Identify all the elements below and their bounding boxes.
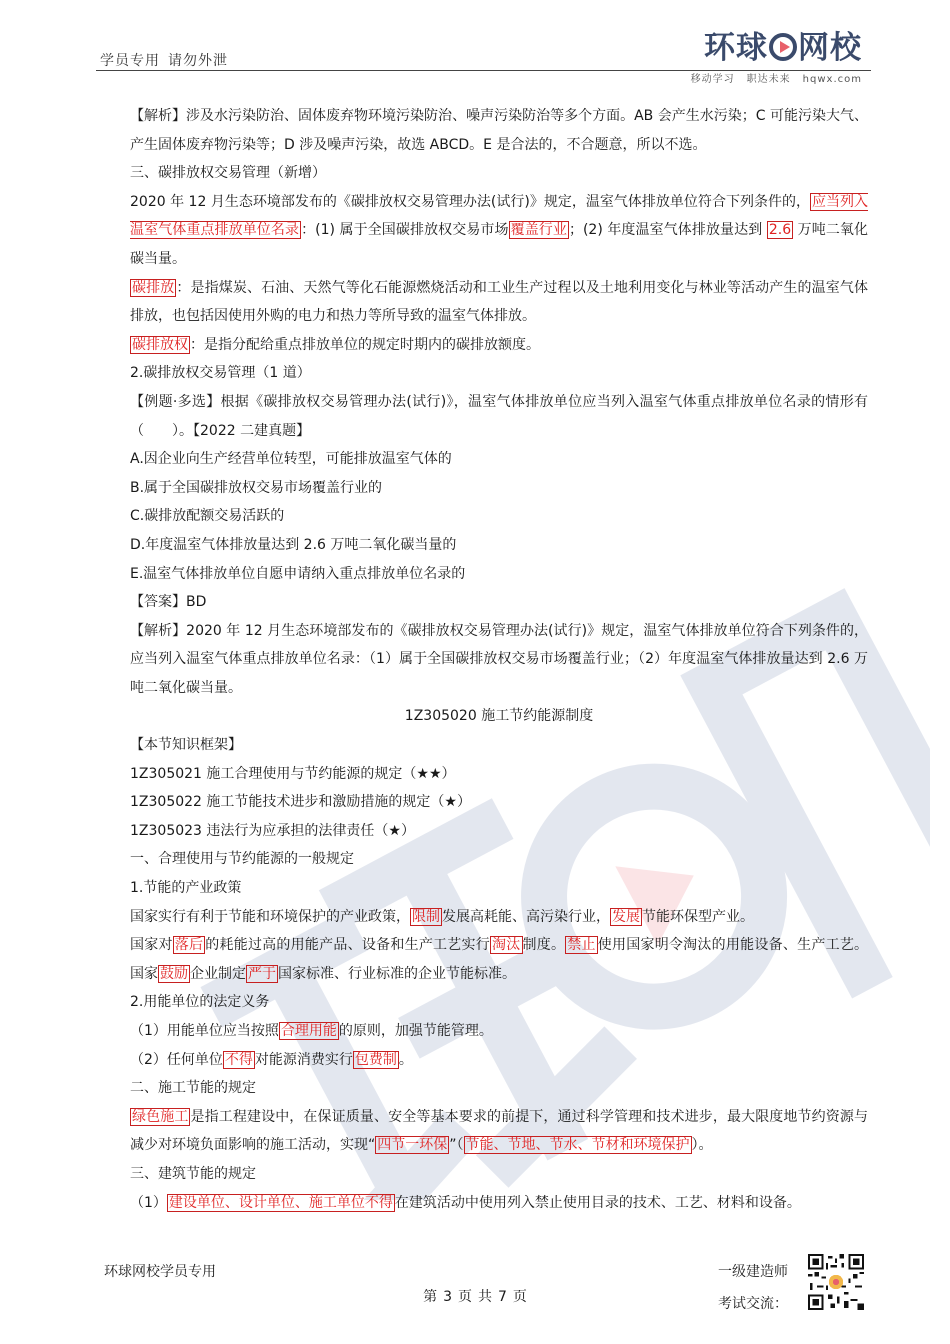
text-span: 国家标准、行业标准的企业节能标准。	[278, 965, 516, 982]
framework-item: 1Z305021 施工合理使用与节约能源的规定（★★）	[130, 765, 456, 782]
subheading-industry-policy: 1.节能的产业政策	[130, 880, 242, 897]
paragraph-green-construction	[130, 1103, 868, 1160]
paragraph-carbon-emission-definition	[130, 274, 868, 331]
text-span: 的原则，加强节能管理。	[338, 1023, 493, 1039]
keyword-prohibit: 禁止	[567, 937, 596, 954]
page-total: 7	[498, 1289, 507, 1305]
header-no-leak: 请勿外泄	[168, 53, 228, 69]
keyword-flat-fee: 包费制	[354, 1051, 397, 1068]
logo-slogan-1: 移动学习	[690, 74, 735, 85]
paragraph-industry-policy	[130, 903, 868, 932]
analysis: 【解析】2020 年 12 月生态环境部发布的《碳排放权交易管理办法(试行)》规定，温室气体排放单位符合下列条件的，应当列入温室气体重点排放单位名录：（1）属于全国碳排放权交易市场覆盖行业；（2）年度温室气体排放量达到 2.6 万吨二氧化碳当量。	[130, 622, 868, 696]
text-span: 是指工程建设中，在保证质量、安全等基本要求的前提下，通过科学管理和技术进步，最大限度地节约资源与减少对环境负面影响的施工活动，实现“	[130, 1108, 869, 1154]
question-stem: 【例题·多选】根据《碳排放权交易管理办法(试行)》，温室气体排放单位应当列入温室气体重点排放单位名录的情形有（ ）。【2022 二建真题】	[130, 393, 868, 439]
keyword-list-in-directory: 应当列入温室气体重点排放单位名录	[130, 193, 869, 239]
logo-slogan	[691, 70, 862, 85]
paragraph-building-prohibit	[130, 1189, 868, 1218]
subheading-carbon-trading: 2.碳排放权交易管理（1 道）	[130, 365, 311, 382]
keyword-covered-industry: 覆盖行业	[510, 222, 567, 239]
text-span: 万吨二氧化碳当量。	[130, 222, 869, 267]
text-span: （1）	[130, 1194, 167, 1211]
heading-carbon-trading: 三、碳排放权交易管理（新增）	[130, 165, 326, 182]
text-span: 国家实行有利于节能和环境保护的产业政策，	[130, 908, 410, 925]
framework-item: 1Z305022 施工节能技术进步和激励措施的规定（★）	[130, 794, 471, 811]
footer-exam-exchange: 考试交流：	[718, 1296, 788, 1312]
text-span: ；(2) 年度温室气体排放量达到	[568, 222, 767, 239]
keyword-backward: 落后	[174, 937, 204, 954]
option-c: C.碳排放配额交易活跃的	[130, 508, 285, 525]
logo-url: hqwx.com	[802, 74, 862, 85]
option-e: E.温室气体排放单位自愿申请纳入重点排放单位名录的	[130, 565, 466, 582]
keyword-must-not: 不得	[224, 1051, 253, 1068]
text-span: 节能环保型产业。	[642, 908, 754, 925]
text-span: （1）用能单位应当按照	[130, 1023, 279, 1039]
footer-student-only: 环球网校学员专用	[104, 1264, 216, 1280]
document-body	[130, 102, 868, 1217]
framework-item: 1Z305023 违法行为应承担的法律责任（★）	[130, 822, 415, 839]
text-span: 的耗能过高的用能产品、设备和生产工艺实行	[205, 937, 491, 954]
keyword-eliminate: 淘汰	[492, 937, 521, 954]
heading-construction-energy: 二、施工节能的规定	[130, 1080, 256, 1097]
keyword-units-must-not: 建设单位、设计单位、施工单位不得	[168, 1194, 393, 1211]
page-current: 3	[443, 1289, 452, 1305]
text-span: ：是指煤炭、石油、天然气等化石能源燃烧活动和工业生产过程以及土地利用变化与林业等活动产生的温室气体排放，也包括因使用外购的电力和热力等所导致的温室气体排放。	[130, 279, 869, 325]
page-suffix: 页	[512, 1289, 527, 1305]
logo-wordmark	[691, 30, 862, 66]
header-student-only: 学员专用	[100, 53, 160, 69]
option-b: B.属于全国碳排放权交易市场覆盖行业的	[130, 479, 383, 496]
text-span: 。	[398, 1051, 413, 1068]
text-span: 2020 年 12 月生态环境部发布的《碳排放权交易管理办法(试行)》规定，温室气体排放单位符合下列条件的，	[130, 193, 810, 210]
text-span: 对能源消费实行	[254, 1051, 353, 1068]
keyword-four-savings: 四节一环保	[377, 1137, 448, 1154]
text-span: 企业制定	[190, 965, 246, 982]
text-span: 发展高耗能、高污染行业，	[442, 908, 610, 925]
page-prefix: 第	[423, 1289, 438, 1305]
text-span: 制度。	[522, 937, 566, 954]
keyword-2-6: 2.6	[768, 222, 792, 239]
keyword-rational-use: 合理用能	[280, 1023, 337, 1039]
heading-general-rules: 一、合理使用与节约能源的一般规定	[130, 851, 354, 868]
answer: 【答案】BD	[130, 594, 207, 611]
text-span: ”（	[449, 1137, 464, 1154]
keyword-restrict: 限制	[412, 908, 440, 925]
keyword-carbon-emission: 碳排放	[132, 279, 175, 296]
brand-logo	[691, 30, 862, 85]
paragraph-rational-use	[130, 1017, 868, 1046]
logo-text-b: 网校	[798, 30, 862, 66]
text-span: 使用国家明令淘汰的用能设备、生产工艺。国家	[130, 937, 869, 982]
paragraph-analysis-pollution: 【解析】涉及水污染防治、固体废弃物环境污染防治、噪声污染防治等多个方面。AB 会产生水污染；C 可能污染大气、产生固体废弃物污染等；D 涉及噪声污染，故选 ABCD。E 是合法的，不合题意，所以不选。	[130, 108, 868, 153]
logo-text-a: 环球	[704, 30, 768, 66]
section-title: 1Z305020 施工节约能源制度	[404, 708, 594, 725]
qr-code-icon[interactable]	[808, 1254, 864, 1310]
keyword-develop: 发展	[612, 908, 640, 925]
keyword-carbon-right: 碳排放权	[132, 336, 188, 353]
paragraph-no-flat-fee	[130, 1046, 868, 1075]
logo-slogan-2: 职达未来	[746, 74, 791, 85]
text-span: 国家对	[130, 937, 173, 954]
subheading-legal-obligations: 2.用能单位的法定义务	[130, 994, 270, 1011]
footer-exam-name: 一级建造师	[718, 1264, 788, 1280]
text-span: ：(1) 属于全国碳排放权交易市场	[301, 222, 509, 239]
paragraph-carbon-right-definition	[130, 331, 868, 360]
text-span: （2）任何单位	[130, 1051, 223, 1068]
keyword-savings-list: 节能、节地、节水、节材和环境保护	[465, 1137, 690, 1154]
heading-building-energy: 三、建筑节能的规定	[130, 1165, 256, 1182]
keyword-encourage: 鼓励	[160, 965, 188, 982]
page-mid: 页	[458, 1289, 472, 1305]
option-a: A.因企业向生产经营单位转型，可能排放温室气体的	[130, 451, 452, 468]
paragraph-carbon-rule	[130, 188, 868, 274]
keyword-stricter: 严于	[248, 965, 276, 982]
header-notice	[100, 50, 228, 70]
paragraph-elimination	[130, 931, 868, 988]
framework-label: 【本节知识框架】	[130, 737, 242, 754]
option-d: D.年度温室气体排放量达到 2.6 万吨二氧化碳当量的	[130, 536, 457, 553]
page-total-label: 共	[478, 1289, 492, 1305]
text-span: ）。	[691, 1137, 713, 1154]
text-span: ：是指分配给重点排放单位的规定时期内的碳排放额度。	[190, 336, 540, 353]
keyword-green-construction: 绿色施工	[132, 1108, 189, 1125]
text-span: 在建筑活动中使用列入禁止使用目录的技术、工艺、材料和设备。	[394, 1194, 801, 1211]
play-circle-icon	[769, 33, 797, 61]
